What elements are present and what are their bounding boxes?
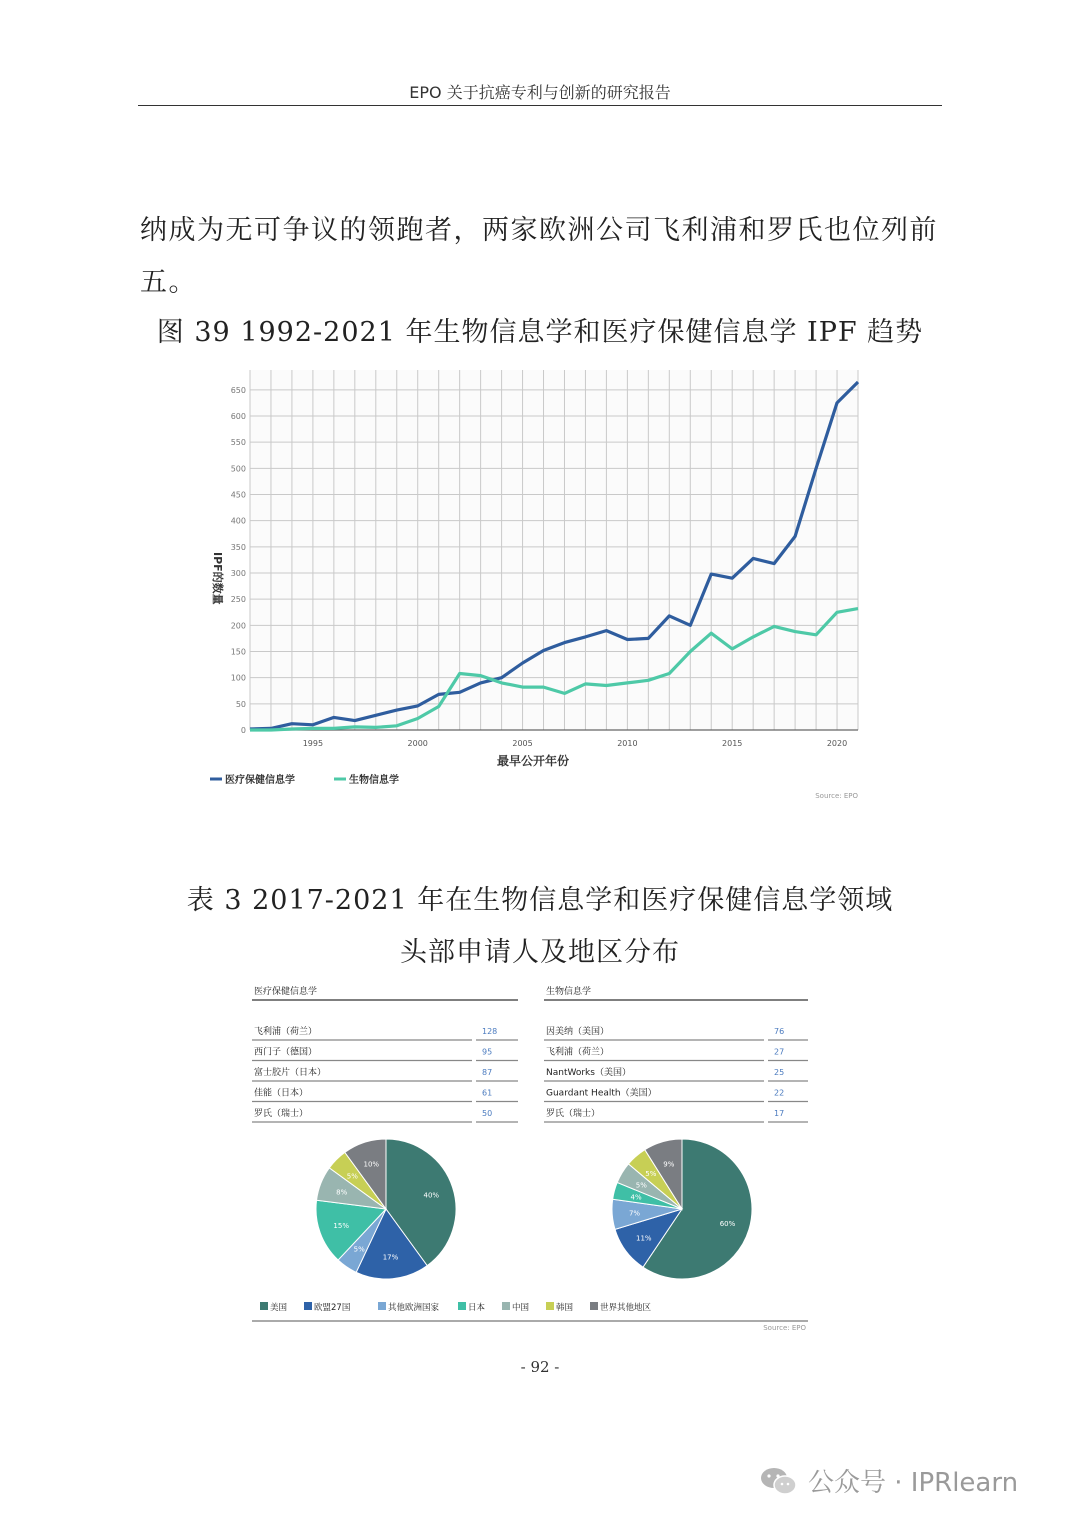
pie-slice-label: 5% xyxy=(353,1245,365,1254)
chart-grid xyxy=(250,370,858,730)
x-tick-label: 2005 xyxy=(512,739,533,748)
table-cell-value: 87 xyxy=(482,1068,493,1077)
table-cell-name: 富士胶片（日本） xyxy=(254,1068,327,1078)
legend-label: 中国 xyxy=(512,1303,530,1313)
pie-slice-label: 11% xyxy=(636,1234,652,1243)
legend-label: 欧盟27国 xyxy=(314,1303,351,1313)
chart-legend xyxy=(210,773,399,786)
table-cell-value: 25 xyxy=(774,1068,785,1077)
bio-table-title: 生物信息学 xyxy=(546,987,592,997)
x-tick-label: 2000 xyxy=(407,739,428,748)
x-tick-label: 2015 xyxy=(722,739,743,748)
watermark-text: 公众号 · IPRlearn xyxy=(808,1468,1019,1498)
pie-slice-label: 7% xyxy=(628,1209,641,1218)
table-cell-name: 因美纳（美国） xyxy=(546,1027,610,1037)
table-cell-value: 76 xyxy=(774,1027,785,1036)
legend-swatch xyxy=(502,1302,510,1310)
x-tick-labels xyxy=(303,739,847,748)
figure-caption: 图 39 1992-2021 年生物信息学和医疗保健信息学 IPF 趋势 xyxy=(156,317,924,348)
y-tick-label: 300 xyxy=(230,569,246,579)
bio-table xyxy=(544,985,808,1122)
chart-source: Source: EPO xyxy=(815,792,858,800)
y-tick-label: 100 xyxy=(230,673,246,683)
table-caption-line2: 头部申请人及地区分布 xyxy=(400,937,680,968)
table-cell-name: 佳能（日本） xyxy=(254,1088,309,1099)
table-cell-name: Guardant Health（美国） xyxy=(546,1088,657,1099)
pie-slice-label: 60% xyxy=(719,1219,736,1228)
table-cell-name: NantWorks（美国） xyxy=(546,1068,631,1078)
healthcare-pie xyxy=(316,1139,456,1279)
applicants-figure xyxy=(248,980,813,1335)
header-rule xyxy=(138,105,942,106)
y-tick-label: 0 xyxy=(240,726,246,735)
table-cell-value: 95 xyxy=(482,1047,493,1057)
pie-slice-label: 15% xyxy=(333,1222,349,1231)
legend-label: 美国 xyxy=(270,1303,288,1313)
pie-slice-label: 5% xyxy=(635,1181,647,1190)
healthcare-table-title: 医疗保健信息学 xyxy=(254,987,318,997)
x-tick-label: 1995 xyxy=(302,739,324,748)
x-tick-label: 2020 xyxy=(826,739,848,748)
table-cell-name: 罗氏（瑞士） xyxy=(546,1109,601,1119)
y-tick-label: 250 xyxy=(230,595,246,605)
table-caption-line1: 表 3 2017-2021 年在生物信息学和医疗保健信息学领域 xyxy=(186,885,894,916)
legend-label: 其他欧洲国家 xyxy=(388,1303,440,1313)
y-tick-label: 600 xyxy=(230,412,246,422)
watermark xyxy=(760,1462,1018,1499)
legend-label: 日本 xyxy=(468,1303,486,1313)
pie-slice-label: 9% xyxy=(663,1160,675,1169)
healthcare-table-rows xyxy=(252,1025,518,1122)
table-source: Source: EPO xyxy=(763,1324,806,1332)
table-cell-value: 61 xyxy=(482,1088,493,1098)
y-tick-label: 550 xyxy=(230,438,246,448)
pie-slice-label: 10% xyxy=(363,1160,380,1169)
healthcare-table xyxy=(252,985,518,1122)
y-tick-labels xyxy=(231,386,246,735)
pie-slice-label: 8% xyxy=(336,1188,348,1197)
table-cell-name: 西门子（德国） xyxy=(254,1047,318,1058)
y-tick-label: 350 xyxy=(230,542,246,552)
legend-swatch xyxy=(590,1302,598,1310)
table-cell-value: 128 xyxy=(482,1027,498,1036)
pie-slice-label: 17% xyxy=(382,1253,399,1262)
table-cell-name: 飞利浦（荷兰） xyxy=(254,1027,318,1037)
pie-slice-label: 5% xyxy=(645,1170,657,1179)
table-cell-value: 17 xyxy=(774,1109,785,1118)
table-cell-name: 飞利浦（荷兰） xyxy=(546,1047,610,1058)
legend-swatch xyxy=(304,1302,312,1310)
legend-label-healthcare: 医疗保健信息学 xyxy=(225,775,295,786)
legend-swatch xyxy=(546,1302,554,1310)
legend-label: 世界其他地区 xyxy=(600,1303,652,1313)
pie-slice-label: 5% xyxy=(346,1172,358,1181)
page-number: - 92 - xyxy=(520,1358,560,1376)
y-tick-label: 500 xyxy=(230,464,246,474)
table-cell-name: 罗氏（瑞士） xyxy=(254,1109,309,1119)
y-tick-label: 150 xyxy=(230,647,246,657)
body-paragraph: 纳成为无可争议的领跑者，两家欧洲公司飞利浦和罗氏也位列前五。 xyxy=(140,215,938,298)
ipf-trend-line-chart xyxy=(200,360,870,805)
legend-swatch xyxy=(260,1302,268,1310)
x-tick-label: 2010 xyxy=(617,739,638,748)
pie-legend xyxy=(260,1302,652,1313)
bio-pie xyxy=(612,1139,752,1279)
running-header: EPO 关于抗癌专利与创新的研究报告 xyxy=(409,83,671,102)
y-tick-label: 50 xyxy=(235,699,246,709)
table-cell-value: 22 xyxy=(774,1088,785,1098)
y-tick-label: 450 xyxy=(230,490,246,500)
wechat-icon xyxy=(760,1466,798,1496)
plot-area xyxy=(250,370,858,730)
table-cell-value: 27 xyxy=(774,1047,785,1057)
y-axis-label: IPF的数量 xyxy=(211,552,224,605)
pie-slice-label: 40% xyxy=(423,1191,440,1200)
y-tick-label: 200 xyxy=(230,621,246,631)
x-axis-label: 最早公开年份 xyxy=(496,754,570,768)
legend-label-bio: 生物信息学 xyxy=(349,775,399,786)
table-cell-value: 50 xyxy=(482,1109,493,1118)
legend-label: 韩国 xyxy=(556,1303,574,1313)
bio-table-rows xyxy=(544,1025,808,1122)
pie-slice-label: 4% xyxy=(630,1193,642,1202)
y-tick-label: 650 xyxy=(230,385,246,395)
legend-swatch xyxy=(458,1302,466,1310)
y-tick-label: 400 xyxy=(230,516,246,526)
legend-swatch xyxy=(378,1302,386,1310)
